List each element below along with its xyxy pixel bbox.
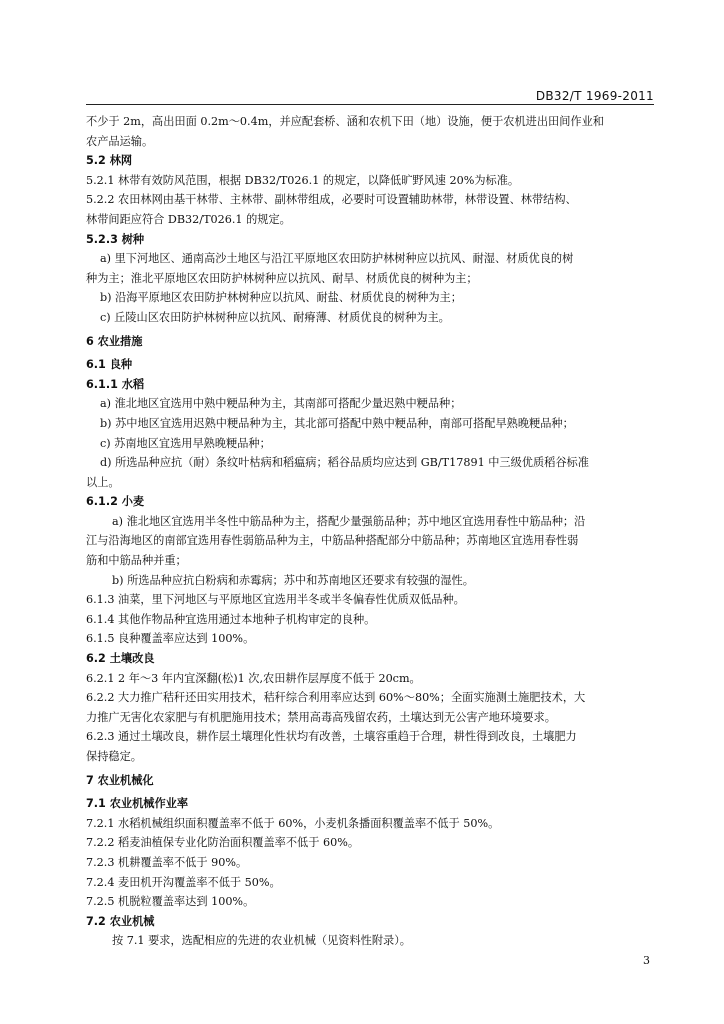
clause-line: 6.2.3 通过土壤改良，耕作层土壤理化性状均有改善，土壤容重趋于合理，耕性得到改良，土壤肥力 bbox=[86, 730, 577, 744]
clause-line: 7.2.2 稻麦油植保专业化防治面积覆盖率不低于 60%。 bbox=[86, 836, 360, 850]
clause-line: 6.1.3 油菜，里下河地区与平原地区宜选用半冬或半冬偏春性优质双低品种。 bbox=[86, 593, 465, 607]
header-divider bbox=[86, 104, 654, 105]
page-number: 3 bbox=[643, 954, 650, 967]
list-item: d) 所选品种应抗（耐）条纹叶枯病和稻瘟病；稻谷品质均应达到 GB/T17891 中三级优质稻谷标准 bbox=[100, 456, 589, 470]
chapter-heading: 7 农业机械化 bbox=[86, 773, 154, 787]
section-heading: 6.2 土壤改良 bbox=[86, 652, 155, 666]
subsection-heading: 6.1.2 小麦 bbox=[86, 495, 145, 509]
clause-line: 7.2.1 水稻机械组织面积覆盖率不低于 60%，小麦机条播面积覆盖率不低于 50%。 bbox=[86, 816, 500, 830]
list-item: c) 苏南地区宜选用早熟晚粳品种； bbox=[100, 436, 271, 450]
list-item: a) 里下河地区、通南高沙土地区与沿江平原地区农田防护林树种应以抗风、耐湿、材质优良的树 bbox=[100, 252, 574, 266]
list-item: c) 丘陵山区农田防护林树种应以抗风、耐瘠薄、材质优良的树种为主。 bbox=[100, 310, 450, 324]
list-item: b) 沿海平原地区农田防护林树种应以抗风、耐盐、材质优良的树种为主； bbox=[100, 291, 462, 305]
paragraph-line: 林带间距应符合 DB32/T026.1 的规定。 bbox=[86, 212, 291, 226]
document-body bbox=[86, 112, 652, 951]
clause-line: 6.2.1 2 年～3 年内宜深翻(松)1 次,农田耕作层厚度不低于 20cm。 bbox=[86, 671, 421, 685]
section-heading: 5.2 林网 bbox=[86, 154, 133, 168]
subsection-heading: 5.2.3 树种 bbox=[86, 232, 145, 246]
paragraph-line: 筋和中筋品种并重； bbox=[86, 554, 187, 568]
list-item: b) 苏中地区宜选用迟熟中粳品种为主，其北部可搭配中熟中粳品种，南部可搭配早熟晚粳品种； bbox=[100, 416, 574, 430]
clause-line: 6.2.2 大力推广秸秆还田实用技术，秸秆综合利用率应达到 60%～80%；全面实施测土施肥技术，大 bbox=[86, 691, 586, 705]
subsection-heading: 6.1.1 水稻 bbox=[86, 377, 145, 391]
section-heading: 6.1 良种 bbox=[86, 358, 133, 372]
paragraph-line: 种为主；淮北平原地区农田防护林树种应以抗风、耐旱、材质优良的树种为主； bbox=[86, 271, 478, 285]
paragraph-line: 以上。 bbox=[86, 475, 120, 489]
clause-line: 5.2.2 农田林网由基干林带、主林带、副林带组成，必要时可设置辅助林带，林带设置、林带结构、 bbox=[86, 193, 577, 207]
paragraph-line: 按 7.1 要求，选配相应的先进的农业机械（见资料性附录）。 bbox=[112, 934, 411, 948]
paragraph-line: 不少于 2m，高出田面 0.2m～0.4m，并应配套桥、涵和农机下田（地）设施，便于农机进出田间作业和 bbox=[86, 115, 604, 128]
clause-line: 6.1.5 良种覆盖率应达到 100%。 bbox=[86, 632, 255, 646]
clause-line: 7.2.4 麦田机开沟覆盖率不低于 50%。 bbox=[86, 875, 281, 889]
list-item: a) 淮北地区宜选用中熟中粳品种为主，其南部可搭配少量迟熟中粳品种； bbox=[100, 397, 462, 411]
paragraph-line: 力推广无害化农家肥与有机肥施用技术；禁用高毒高残留农药，土壤达到无公害产地环境要求。 bbox=[86, 710, 556, 724]
clause-line: 6.1.4 其他作物品种宜选用通过本地种子机构审定的良种。 bbox=[86, 612, 376, 626]
document-code: DB32/T 1969-2011 bbox=[535, 89, 654, 103]
chapter-heading: 6 农业措施 bbox=[86, 334, 143, 348]
section-heading: 7.1 农业机械作业率 bbox=[86, 797, 189, 811]
list-item: a) 淮北地区宜选用半冬性中筋品种为主，搭配少量强筋品种；苏中地区宜选用春性中筋品种；沿 bbox=[112, 514, 586, 528]
paragraph-line: 农产品运输。 bbox=[86, 134, 154, 148]
clause-line: 5.2.1 林带有效防风范围，根据 DB32/T026.1 的规定，以降低旷野风速 20%为标准。 bbox=[86, 173, 520, 187]
clause-line: 7.2.5 机脱粒覆盖率达到 100%。 bbox=[86, 895, 255, 909]
paragraph-line: 保持稳定。 bbox=[86, 750, 142, 763]
section-heading: 7.2 农业机械 bbox=[86, 914, 155, 928]
list-item: b) 所选品种应抗白粉病和赤霉病；苏中和苏南地区还要求有较强的湿性。 bbox=[112, 573, 474, 587]
clause-line: 7.2.3 机耕覆盖率不低于 90%。 bbox=[86, 855, 248, 869]
paragraph-line: 江与沿海地区的南部宜选用春性弱筋品种为主，中筋品种搭配部分中筋品种；苏南地区宜选用春性弱 bbox=[86, 534, 579, 548]
